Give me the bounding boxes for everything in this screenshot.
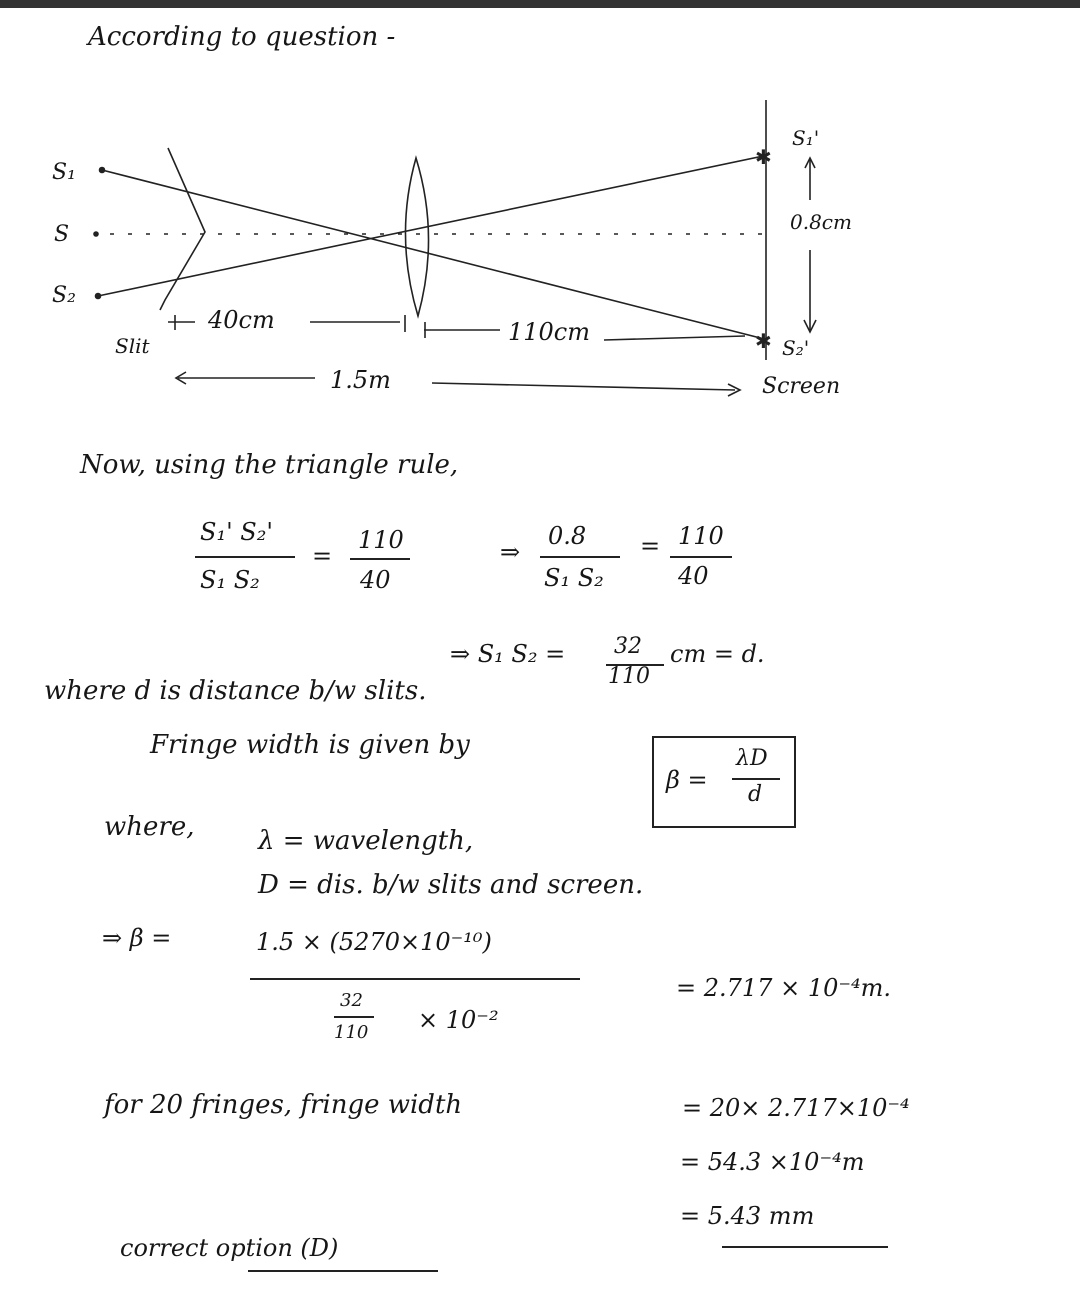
label-s2: S₂ xyxy=(52,283,76,308)
ratio1-denominator: S₁ S₂ xyxy=(200,566,260,594)
ratio4-denominator: 40 xyxy=(678,562,709,590)
ratio2-numerator: 110 xyxy=(358,526,404,554)
beta-den-factor: × 10⁻² xyxy=(418,1006,499,1034)
triangle-intro: Now, using the triangle rule, xyxy=(80,450,459,480)
ratio3-denominator: S₁ S₂ xyxy=(544,564,604,592)
label-image-separation: 0.8cm xyxy=(790,210,852,234)
correct-option-underline xyxy=(248,1270,438,1272)
result-d-suffix: cm = d. xyxy=(670,640,765,668)
source-s-dot xyxy=(94,232,98,236)
beta-den-numerator: 32 xyxy=(340,990,363,1011)
formula-denominator: d xyxy=(748,782,763,807)
svg-text:✱: ✱ xyxy=(755,145,772,169)
result-d-denominator: 110 xyxy=(608,664,650,689)
label-slit: Slit xyxy=(115,334,150,358)
formula-numerator: λD xyxy=(736,746,768,771)
beta-lhs: ⇒ β = xyxy=(102,924,172,952)
ratio1-numerator: S₁' S₂' xyxy=(200,518,273,546)
lens xyxy=(405,158,428,316)
ratio3-numerator: 0.8 xyxy=(548,522,587,550)
implies-1: ⇒ xyxy=(500,538,521,566)
result-d-prefix: ⇒ S₁ S₂ = xyxy=(450,640,566,668)
fringe-formula-box xyxy=(652,736,796,828)
twenty-fringes-text: for 20 fringes, fringe width xyxy=(104,1090,463,1120)
label-1-5m: 1.5m xyxy=(330,366,391,394)
lambda-definition: λ = wavelength, xyxy=(258,826,474,856)
ratio2-denominator: 40 xyxy=(360,566,391,594)
twenty-line-1: = 20× 2.717×10⁻⁴ xyxy=(682,1094,910,1122)
correct-option: correct option (D) xyxy=(120,1234,339,1262)
label-s1: S₁ xyxy=(52,160,76,185)
beta-bar xyxy=(250,978,580,980)
beta-numerator: 1.5 × (5270×10⁻¹⁰) xyxy=(256,928,492,956)
formula-lhs: β = xyxy=(666,766,708,794)
ratio3-bar xyxy=(540,556,620,558)
label-s2-prime: S₂' xyxy=(782,336,810,360)
equals-1: = xyxy=(312,542,333,570)
formula-bar xyxy=(732,778,780,780)
ratio1-bar xyxy=(195,556,295,558)
beta-den-denominator: 110 xyxy=(334,1022,369,1043)
label-s1-prime: S₁' xyxy=(792,126,820,150)
ray-s2 xyxy=(98,155,768,296)
D-definition: D = dis. b/w slits and screen. xyxy=(258,870,644,900)
final-answer-underline xyxy=(722,1246,888,1248)
optics-diagram xyxy=(0,0,1080,420)
result-d-numerator: 32 xyxy=(614,634,642,659)
ray-s1 xyxy=(102,170,768,340)
d-definition: where d is distance b/w slits. xyxy=(44,676,427,706)
where-label: where, xyxy=(104,812,195,842)
svg-text:✱: ✱ xyxy=(755,329,772,353)
twenty-line-3: = 5.43 mm xyxy=(680,1202,815,1230)
label-110cm: 110cm xyxy=(508,318,591,346)
ratio2-bar xyxy=(350,558,410,560)
label-s: S xyxy=(54,222,70,247)
slit-shape xyxy=(160,148,205,310)
ratio4-numerator: 110 xyxy=(678,522,724,550)
beta-result: = 2.717 × 10⁻⁴m. xyxy=(676,974,892,1002)
beta-den-bar xyxy=(334,1016,374,1018)
equals-2: = xyxy=(640,532,661,560)
heading: According to question - xyxy=(88,22,396,52)
fringe-intro: Fringe width is given by xyxy=(150,730,470,760)
label-screen: Screen xyxy=(762,374,841,399)
label-40cm: 40cm xyxy=(208,306,275,334)
ratio4-bar xyxy=(670,556,732,558)
twenty-line-2: = 54.3 ×10⁻⁴m xyxy=(680,1148,865,1176)
